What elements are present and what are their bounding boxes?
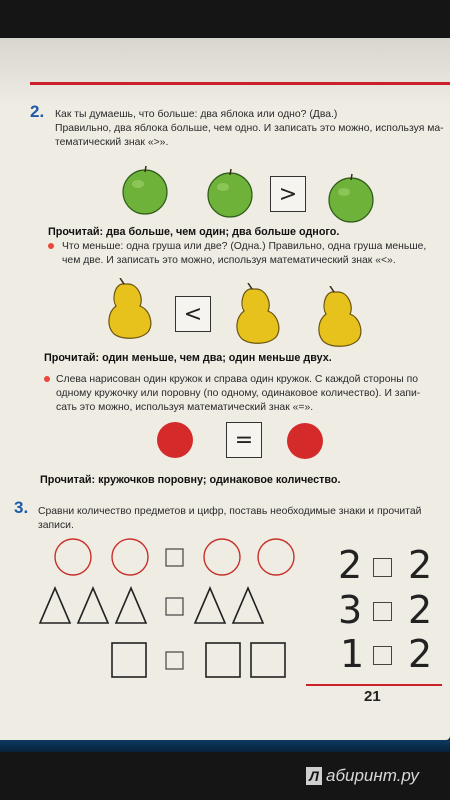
book-cover-edge <box>0 740 450 752</box>
apple-icon <box>326 172 376 224</box>
square-icon <box>251 643 285 677</box>
bullet-icon <box>44 376 50 382</box>
apple-icon <box>120 164 170 216</box>
triangle-icon <box>195 588 225 623</box>
watermark-text: абиринт.ру <box>326 766 419 785</box>
red-circle-icon <box>285 421 325 461</box>
read-line-2: Прочитай: один меньше, чем два; один меньше двух. <box>44 352 332 364</box>
triangle-shapes <box>40 588 263 623</box>
red-circle-icon <box>155 420 195 460</box>
digit-left-row2: 3 <box>338 588 363 632</box>
sign-box-row1 <box>166 549 183 566</box>
textbook-page <box>0 38 450 740</box>
greater-than-sign-box: > <box>270 176 306 212</box>
answer-box-row2[interactable] <box>373 602 392 621</box>
page-shadow <box>0 38 450 108</box>
task-3-line1: Сравни количество предметов и цифр, поставь необходимые знаки и прочитай <box>38 506 422 517</box>
digit-right-row2: 2 <box>408 588 433 632</box>
task-2-para1-line2: Правильно, два яблока больше, чем одно. И записать это можно, используя ма- <box>55 123 444 134</box>
bottom-red-rule <box>306 684 442 686</box>
pear-icon <box>232 283 282 347</box>
triangle-icon <box>233 588 263 623</box>
square-icon <box>112 643 146 677</box>
read-line-1: Прочитай: два больше, чем один; два больше одного. <box>48 226 340 238</box>
equals-sign-box: = <box>226 422 262 458</box>
digit-left-row1: 2 <box>338 543 363 587</box>
watermark-logo: Л <box>306 767 322 785</box>
sign-box-row3 <box>166 652 183 669</box>
outline-circle-icon <box>204 539 240 575</box>
answer-box-row1[interactable] <box>373 558 392 577</box>
triangle-icon <box>40 588 70 623</box>
square-icon <box>206 643 240 677</box>
task-2-para1-line3: тематический знак «>». <box>55 137 169 148</box>
circle-shapes <box>55 539 294 575</box>
task-2-para2-line2: чем две. И записать это можно, используя математический знак «<». <box>62 255 396 266</box>
sign-box-row2 <box>166 598 183 615</box>
pear-icon <box>104 278 154 342</box>
square-shapes <box>112 643 285 677</box>
apple-icon <box>205 167 255 219</box>
task-2-para2-line1: Что меньше: одна груша или две? (Одна.) Правильно, одна груша меньше, <box>62 241 427 252</box>
task-2-para3-line1: Слева нарисован один кружок и справа один кружок. С каждой стороны по <box>56 374 418 385</box>
task-2-para3-line2: одному кружочку или поровну (по одному, одинаковое количество). И запи- <box>56 388 421 399</box>
triangle-icon <box>116 588 146 623</box>
page-number: 21 <box>364 688 381 705</box>
triangle-icon <box>78 588 108 623</box>
task-2-para3-line3: сать это можно, используя математический знак «=». <box>56 402 314 413</box>
outline-circle-icon <box>258 539 294 575</box>
bullet-icon <box>48 243 54 249</box>
outline-circle-icon <box>112 539 148 575</box>
outline-circle-icon <box>55 539 91 575</box>
digit-right-row3: 2 <box>408 632 433 676</box>
pear-icon <box>314 286 364 350</box>
task-3-line2: записи. <box>38 520 74 531</box>
task-2-number: 2. <box>30 102 45 121</box>
answer-box-row3[interactable] <box>373 646 392 665</box>
digit-right-row1: 2 <box>408 543 433 587</box>
digit-left-row3: 1 <box>340 632 365 676</box>
read-line-3: Прочитай: кружочков поровну; одинаковое количество. <box>40 474 341 486</box>
task-3-number: 3. <box>14 498 29 517</box>
task-2-para1-line1: Как ты думаешь, что больше: два яблока или одно? (Два.) <box>55 109 338 120</box>
less-than-sign-box: < <box>175 296 211 332</box>
top-red-rule <box>30 82 450 85</box>
